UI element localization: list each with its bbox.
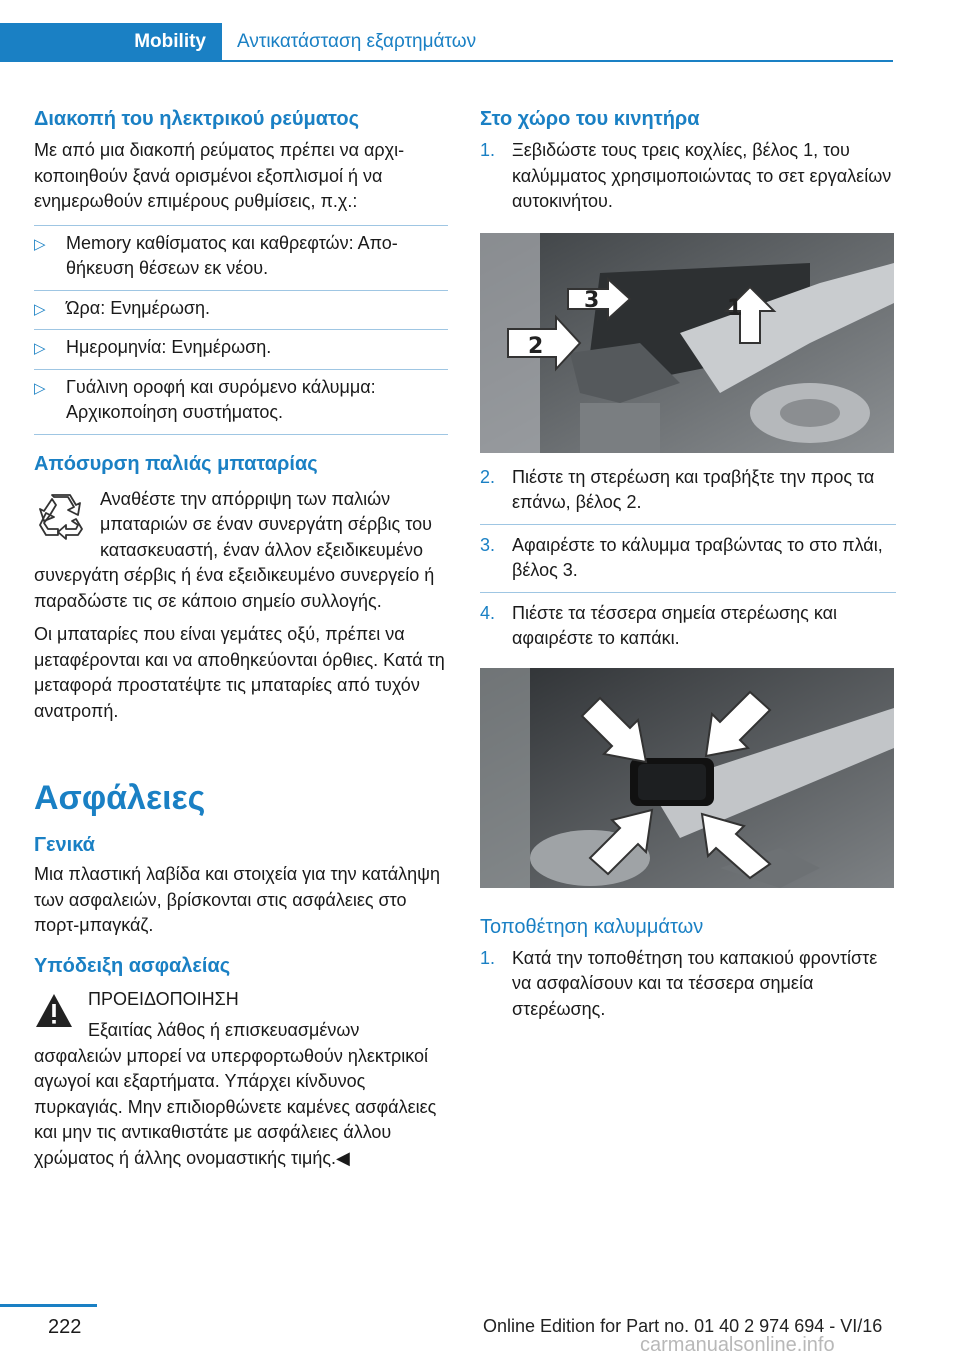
triangle-bullet-icon: ▷ [34, 340, 46, 357]
triangle-bullet-icon: ▷ [34, 300, 46, 318]
engine-cover-illustration [480, 233, 894, 453]
list-item: ▷ Ημερομηνία: Ενημέρωση. [34, 330, 448, 370]
fuses-title: Ασφάλειες [34, 779, 206, 817]
callout-1: 1 [727, 295, 743, 321]
warning-text: Εξαιτίας λάθος ή επισκευασμένων ασφαλειών μπορεί να υπερφορτωθούν ηλεκτρικοί αγωγοί και εξαρτήματα. Υπάρχει κίνδυνος πυρκαγιάς. Μην επιδιορθώνετε καμένες ασφάλειες και μην τις αντικαθιστάτε με ασφάλειες άλλου χρώματος ή άλλης ονομαστικής τιμής.◀ [34, 1020, 437, 1168]
general-text: Μια πλαστική λαβίδα και στοιχεία για την κατάληψη των ασφαλειών, βρίσκονται στις ασφάλειες στο πορτ-μπαγκάζ. [34, 864, 440, 935]
recycle-icon [34, 489, 88, 543]
power-interruption-text: Με από μια διακοπή ρεύματος πρέπει να αρχικοποιηθούν ξανά ορισμένοι εξοπλισμοί ή να ενημερωθούν επιμέρους ρυθμίσεις, π.χ.: [34, 140, 405, 211]
steps-list-2 [480, 465, 896, 660]
list-item: 1. Ξεβιδώστε τους τρεις κοχλίες, βέλος 1, του καλύμματος χρησιμοποιώντας το σετ εργαλείων αυτοκινήτου. [480, 140, 892, 211]
left-column [34, 106, 448, 1179]
list-item: ▷ Memory καθίσματος και καθρεφτών: Αποθήκευση θέσεων εκ νέου. [34, 226, 448, 291]
fastening-points-photo [480, 668, 894, 888]
callout-2: 2 [528, 333, 544, 359]
engine-compartment-heading: Στο χώρο του κινητήρα [480, 108, 700, 130]
step-number: 2. [480, 466, 496, 487]
step-number: 1. [480, 947, 496, 968]
step-number: 4. [480, 602, 496, 623]
edition-text: Online Edition for Part no. 01 40 2 974 694 - VI/16 [483, 1316, 883, 1336]
page-header [0, 0, 960, 60]
battery-disposal-heading: Απόσυρση παλιάς μπαταρίας [34, 452, 318, 475]
fastening-points-illustration [480, 668, 894, 888]
step-number: 3. [480, 534, 496, 555]
list-item: 2. Πιέστε τη στερέωση και τραβήξτε την προς τα επάνω, βέλος 2. [480, 465, 896, 525]
right-column [480, 106, 896, 1038]
warning-label: ΠΡΟΕΙΔΟΠΟΙΗΣΗ [88, 988, 239, 1009]
steps-list-3 [480, 946, 896, 1031]
general-heading: Γενικά [34, 834, 95, 856]
battery-transport-text: Οι μπαταρίες που είναι γεμάτες οξύ, πρέπει να μεταφέρονται και να αποθηκεύονται όρθιες. Κατά τη μεταφορά προστατέψτε τις μπαταρίες από τυχόν ανατροπή. [34, 624, 445, 721]
header-section-title: Αντικατάσταση εξαρτημάτων [237, 31, 477, 52]
list-item: ▷ Ώρα: Ενημέρωση. [34, 291, 448, 331]
list-item: 3. Αφαιρέστε το κάλυμμα τραβώντας το στο πλάι, βέλος 3. [480, 533, 896, 593]
footer-divider [0, 1304, 97, 1307]
list-item: 4. Πιέστε τα τέσσερα σημεία στερέωσης και αφαιρέστε το καπάκι. [480, 602, 838, 648]
list-item: 1. Κατά την τοποθέτηση του καπακιού φροντίστε να ασφαλίσουν και τα τέσσερα σημεία στερέωσης. [480, 947, 878, 1019]
battery-disposal-text: Αναθέστε την απόρριψη των παλιών μπαταριών σε έναν συνεργάτη σέρβις του κατασκευαστή, έναν άλλον εξειδικευμένο συνεργάτη σέρβις ή ένα εξειδικευμένο συνεργείο ή παραδώστε τις σε κάποιο σημείο συλλογής. [34, 488, 435, 611]
step-number: 1. [480, 140, 496, 160]
fitting-covers-heading: Τοποθέτηση καλυμμάτων [480, 915, 704, 938]
engine-cover-photo [480, 233, 894, 453]
triangle-bullet-icon: ▷ [34, 235, 46, 253]
warning-block [34, 987, 448, 1172]
watermark: carmanualsonline.info [640, 1334, 835, 1356]
header-divider [0, 60, 893, 62]
callout-3: 3 [584, 287, 600, 313]
triangle-bullet-icon: ▷ [34, 379, 46, 397]
safety-hint-heading: Υπόδειξη ασφαλείας [34, 954, 231, 977]
warning-triangle-icon [34, 991, 74, 1031]
header-tab-mobility[interactable]: Mobility [0, 23, 222, 61]
power-interruption-heading: Διακοπή του ηλεκτρικού ρεύματος [34, 108, 360, 130]
battery-disposal-block [34, 487, 448, 615]
page-number: 222 [48, 1316, 82, 1338]
list-item: ▷ Γυάλινη οροφή και συρόμενο κάλυμμα: Αρχικοποίηση συστήματος. [34, 370, 448, 435]
reset-settings-list [34, 225, 448, 435]
steps-list-1 [480, 138, 896, 223]
